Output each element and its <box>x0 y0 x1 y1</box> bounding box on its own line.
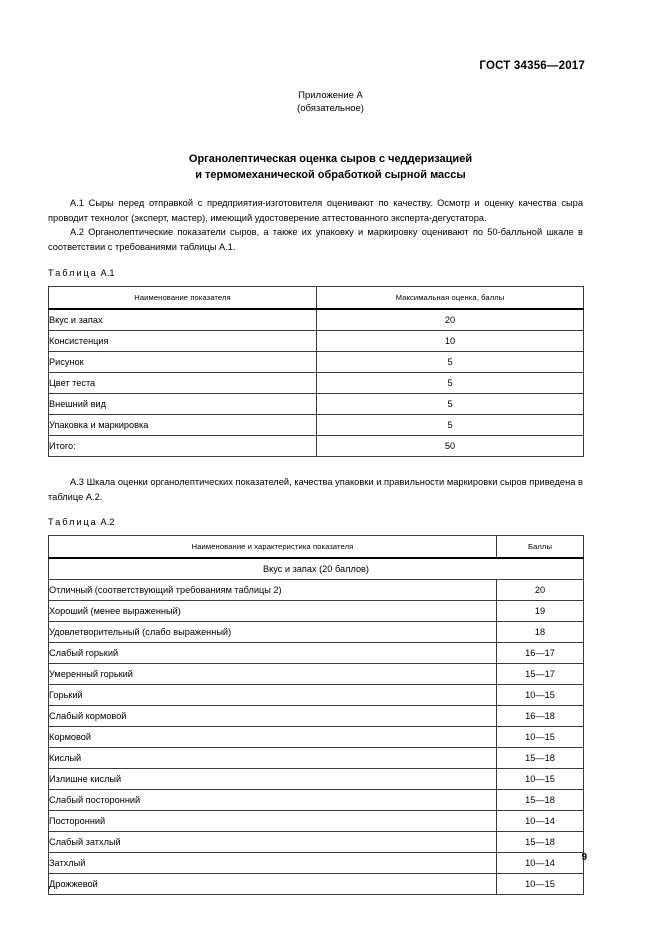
table-row <box>49 352 584 373</box>
table-a2-col-score: Баллы <box>497 535 584 558</box>
indicator-name: Рисунок <box>49 352 317 373</box>
characteristic-name: Удовлетворительный (слабо выраженный) <box>49 621 497 642</box>
characteristic-name: Кормовой <box>49 726 497 747</box>
characteristic-score: 19 <box>497 600 584 621</box>
paragraph-a2: А.2 Органолептические показатели сыров, а также их упаковку и маркировку оценивают по 50-балльной шкале в соответствии с требованиями таблицы А.1. <box>48 227 583 252</box>
table-a1-col-name: Наименование показателя <box>49 287 317 310</box>
characteristic-name: Дрожжевой <box>49 873 497 894</box>
indicator-name: Внешний вид <box>49 394 317 415</box>
table-a1-caption-word: Таблица <box>48 268 98 279</box>
table-row <box>49 768 584 789</box>
characteristic-score: 15—18 <box>497 831 584 852</box>
indicator-score: 20 <box>317 309 584 331</box>
table-row <box>49 600 584 621</box>
group-heading: Вкус и запах (20 баллов) <box>49 558 584 580</box>
characteristic-name: Горький <box>49 684 497 705</box>
characteristic-score: 15—18 <box>497 789 584 810</box>
table-a1 <box>48 286 584 457</box>
table-row <box>49 789 584 810</box>
table-row <box>49 642 584 663</box>
characteristic-name: Хороший (менее выраженный) <box>49 600 497 621</box>
indicator-score: 5 <box>317 373 584 394</box>
table-row <box>49 810 584 831</box>
characteristic-score: 18 <box>497 621 584 642</box>
indicator-score: 10 <box>317 331 584 352</box>
paragraph-a3: А.3 Шкала оценки органолептических показателей, качества упаковки и правильности маркировки сыров приведена в таблице А.2. <box>48 477 583 502</box>
page-title-line-2: и термомеханической обработкой сырной массы <box>195 169 466 181</box>
annex-label: Приложение А <box>298 90 363 101</box>
standard-number-header: ГОСТ 34356—2017 <box>479 60 585 72</box>
indicator-name: Упаковка и маркировка <box>49 415 317 436</box>
indicator-name: Консистенция <box>49 331 317 352</box>
table-row <box>49 621 584 642</box>
table-a2-caption-number: А.2 <box>100 516 115 527</box>
paragraph-a1: А.1 Сыры перед отправкой с предприятия-изготовителя оценивают по качеству. Осмотр и оценку качества сыра проводит технолог (эксперт, мастер), имеющий удостоверение аттестованного эксперта-дегустатора. <box>48 198 583 223</box>
characteristic-score: 10—15 <box>497 768 584 789</box>
annex-obligation: (обязательное) <box>297 103 364 114</box>
characteristic-name: Излишне кислый <box>49 768 497 789</box>
table-row-total <box>49 436 584 457</box>
characteristic-name: Слабый посторонний <box>49 789 497 810</box>
table-a2 <box>48 535 584 895</box>
characteristic-name: Отличный (соответствующий требованиям таблицы 2) <box>49 579 497 600</box>
table-row <box>49 831 584 852</box>
characteristic-score: 10—14 <box>497 852 584 873</box>
characteristic-name: Умеренный горький <box>49 663 497 684</box>
table-row <box>49 331 584 352</box>
indicator-score: 5 <box>317 415 584 436</box>
table-a1-col-score: Максимальная оценка, баллы <box>317 287 584 310</box>
characteristic-score: 15—17 <box>497 663 584 684</box>
indicator-name: Цвет теста <box>49 373 317 394</box>
characteristic-name: Слабый кормовой <box>49 705 497 726</box>
characteristic-score: 16—18 <box>497 705 584 726</box>
table-a1-header-row <box>49 287 584 310</box>
table-row <box>49 873 584 894</box>
indicator-score: 50 <box>317 436 584 457</box>
table-a2-group-row <box>49 558 584 580</box>
characteristic-score: 10—15 <box>497 873 584 894</box>
table-row <box>49 373 584 394</box>
table-a2-caption <box>48 517 583 527</box>
indicator-score: 5 <box>317 352 584 373</box>
table-row <box>49 309 584 331</box>
page-number: 9 <box>581 852 587 863</box>
page-title <box>0 151 661 183</box>
characteristic-score: 10—14 <box>497 810 584 831</box>
table-row <box>49 394 584 415</box>
table-row <box>49 579 584 600</box>
table-row <box>49 747 584 768</box>
characteristic-score: 20 <box>497 579 584 600</box>
characteristic-name: Слабый горький <box>49 642 497 663</box>
indicator-name: Вкус и запах <box>49 309 317 331</box>
table-row <box>49 663 584 684</box>
table-row <box>49 684 584 705</box>
table-a1-caption-number: А.1 <box>100 268 115 279</box>
characteristic-score: 15—18 <box>497 747 584 768</box>
page-title-line-1: Органолептическая оценка сыров с чеддеризацией <box>188 153 473 165</box>
characteristic-name: Слабый затхлый <box>49 831 497 852</box>
characteristic-score: 10—15 <box>497 726 584 747</box>
characteristic-name: Затхлый <box>49 852 497 873</box>
table-a2-col-name: Наименование и характеристика показателя <box>49 535 497 558</box>
characteristic-name: Посторонний <box>49 810 497 831</box>
indicator-name: Итого: <box>49 436 317 457</box>
characteristic-score: 10—15 <box>497 684 584 705</box>
table-a2-caption-word: Таблица <box>48 516 98 527</box>
table-row <box>49 726 584 747</box>
table-row <box>49 705 584 726</box>
table-row <box>49 852 584 873</box>
indicator-score: 5 <box>317 394 584 415</box>
table-a2-header-row <box>49 535 584 558</box>
table-row <box>49 415 584 436</box>
characteristic-score: 16—17 <box>497 642 584 663</box>
characteristic-name: Кислый <box>49 747 497 768</box>
annex-caption <box>0 89 661 115</box>
document-body <box>48 196 583 895</box>
table-a1-caption <box>48 268 583 278</box>
